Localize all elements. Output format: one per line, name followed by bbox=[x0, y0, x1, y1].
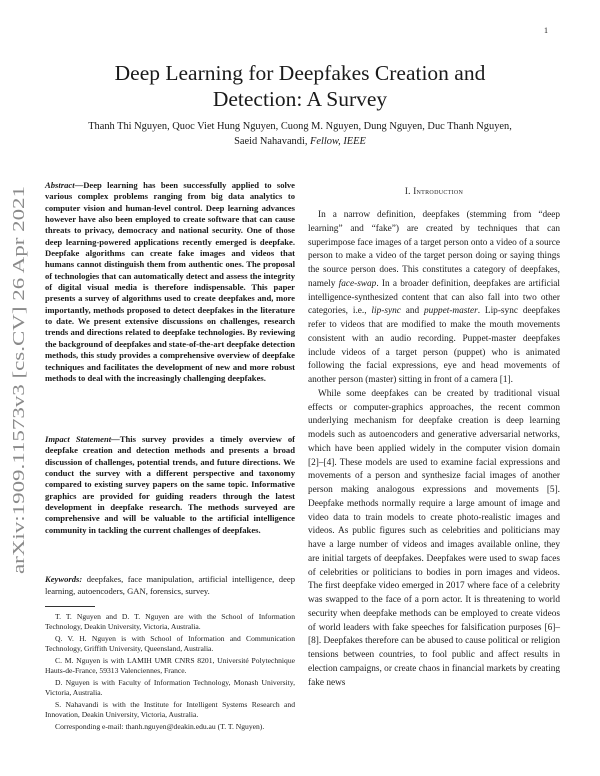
footnote: C. M. Nguyen is with LAMIH UMR CNRS 8201, Université Polytechnique Hauts-de-France, 59313 Valenciennes, France. bbox=[45, 655, 295, 676]
footnote-divider bbox=[45, 606, 95, 607]
footnote: Corresponding e-mail: thanh.nguyen@deakin.edu.au (T. T. Nguyen). bbox=[55, 721, 265, 731]
keywords bbox=[45, 574, 295, 597]
author-membership: Fellow, IEEE bbox=[310, 136, 366, 147]
abstract-label: Abstract bbox=[45, 180, 75, 190]
footnote: Q. V. H. Nguyen is with School of Information and Communication Technology, Griffith University, Queensland, Australia. bbox=[45, 633, 295, 654]
abstract-text: —Deep learning has been successfully applied to solve various complex problems ranging from big data analytics to computer vision and human-level control. Deep learning advances however have also been employed to create software that can cause threats to privacy, democracy and national security. One of those deep learning-powered applications recently emerged is deepfake. Deepfake algorithms can create fake images and videos that humans cannot distinguish them from authentic ones. The proposal of technologies that can automatically detect and assess the integrity of digital visual media is therefore indispensable. This paper presents a survey of algorithms used to create deepfakes and, more importantly, methods proposed to detect deepfakes in the literature to date. We present extensive discussions on challenges, research trends and directions related to deepfake technologies. By reviewing the background of deepfakes and state-of-the-art deepfake detection methods, this study provides a comprehensive overview of deepfake techniques and facilitates the development of new and more robust methods to deal with the increasingly challenging deepfakes. bbox=[45, 180, 295, 383]
page-number: 1 bbox=[544, 26, 548, 35]
footnote: D. Nguyen is with Faculty of Information Technology, Monash University, Victoria, Australia. bbox=[45, 677, 295, 697]
keywords-text: deepfakes, face manipulation, artificial intelligence, deep learning, autoencoders, GAN, forensics, survey. bbox=[45, 574, 295, 596]
title-line-1: Deep Learning for Deepfakes Creation and bbox=[114, 61, 486, 85]
impact-text: —This survey provides a timely overview of deepfake creation and detection methods and presents a broad discussion of challenges, potential trends, and future directions. We conduct the survey with a different perspective and taxonomy compared to existing survey papers on the same topic. Informative graphics are provided for guiding readers through the latest development in deepfake research. The methods surveyed are comprehensive and will be valuable to the artificial intelligence community in tackling the current challenges of deepfakes. bbox=[45, 434, 295, 535]
paragraph: While some deepfakes can be created by traditional visual effects or computer-graphics approaches, the recent common underlying mechanism for deepfake creation is deep learning models such as autoencoders and generative adversarial networks, which have been applied widely in the computer vision domain [2]–[4]. These models are used to examine facial expressions and movements of a person and synthesize facial images of another person making analogous expressions and movements [5]. Deepfake methods normally require a large amount of image and video data to train models to create photo-realistic images and videos. As public figures such as celebrities and politicians may have a large number of videos and images available online, they are initial targets of deepfakes. Deepfakes were used to swap faces of celebrities or politicians to bodies in porn images and videos. The first deepfake video emerged in 2017 where face of a celebrity was swapped to the face of a porn actor. It is threatening to world security when deepfake methods can be employed to create videos of world leaders with fake speeches for falsification purposes [6]–[8]. Deepfakes therefore can be abused to cause political or religion tensions between countries, to fool public and affect results in election campaigns, or create chaos in financial markets by creating fake news bbox=[308, 388, 560, 688]
introduction-body bbox=[308, 209, 560, 690]
keywords-label: Keywords: bbox=[45, 574, 83, 584]
impact-label: Impact Statement bbox=[45, 434, 112, 444]
abstract bbox=[45, 180, 295, 384]
author-list bbox=[40, 119, 560, 149]
authors-line-2 bbox=[40, 134, 560, 149]
footnotes bbox=[45, 612, 295, 733]
paragraph-text: . In a broader definition, deepfakes are artificial intelligence-synthesized content that can also fall into two other categories, i.e., bbox=[308, 278, 560, 317]
section-numeral: I. bbox=[404, 186, 411, 196]
paragraph-text: and bbox=[400, 306, 425, 317]
author-last-name: Saeid Nahavandi, bbox=[234, 136, 308, 147]
paragraph-text: . Lip-sync deepfakes refer to videos that are modified to make the mouth movements consistent with an audio recording. Puppet-master deepfakes include videos of a target person (puppet) who is animated following the facial expressions, eye and head movements of another person (master) sitting in front of a camera [1]. bbox=[308, 306, 560, 385]
authors-line-1: Thanh Thi Nguyen, Quoc Viet Hung Nguyen, Cuong M. Nguyen, Dung Nguyen, Duc Thanh Nguyen, bbox=[88, 121, 512, 132]
section-heading bbox=[308, 186, 560, 196]
impact-statement bbox=[45, 434, 295, 536]
paragraph-text: In a narrow definition, deepfakes (stemming from “deep learning” and “fake”) are created by techniques that can superimpose face images of a target person onto a video of a source person to make a video of the target person doing or saying things the source person does. This constitutes a category of deepfakes, namely bbox=[308, 210, 560, 289]
emphasis-text: lip-sync bbox=[371, 306, 401, 317]
emphasis-text: face-swap bbox=[338, 278, 377, 289]
arxiv-identifier-sidebar bbox=[8, 184, 30, 576]
footnote: T. T. Nguyen and D. T. Nguyen are with the School of Information Technology, Deakin University, Victoria, Australia. bbox=[45, 612, 295, 632]
arxiv-identifier: arXiv:1909.11573v3 [cs.CV] 26 Apr 2021 bbox=[9, 281, 28, 574]
paper-title bbox=[40, 60, 560, 112]
paragraph bbox=[308, 209, 560, 388]
emphasis-text: puppet-master bbox=[424, 306, 478, 317]
footnote: S. Nahavandi is with the Institute for Intelligent Systems Research and Innovation, Deakin University, Victoria, Australia. bbox=[45, 699, 295, 719]
title-line-2: Detection: A Survey bbox=[212, 87, 388, 111]
section-title: Introduction bbox=[413, 186, 464, 196]
